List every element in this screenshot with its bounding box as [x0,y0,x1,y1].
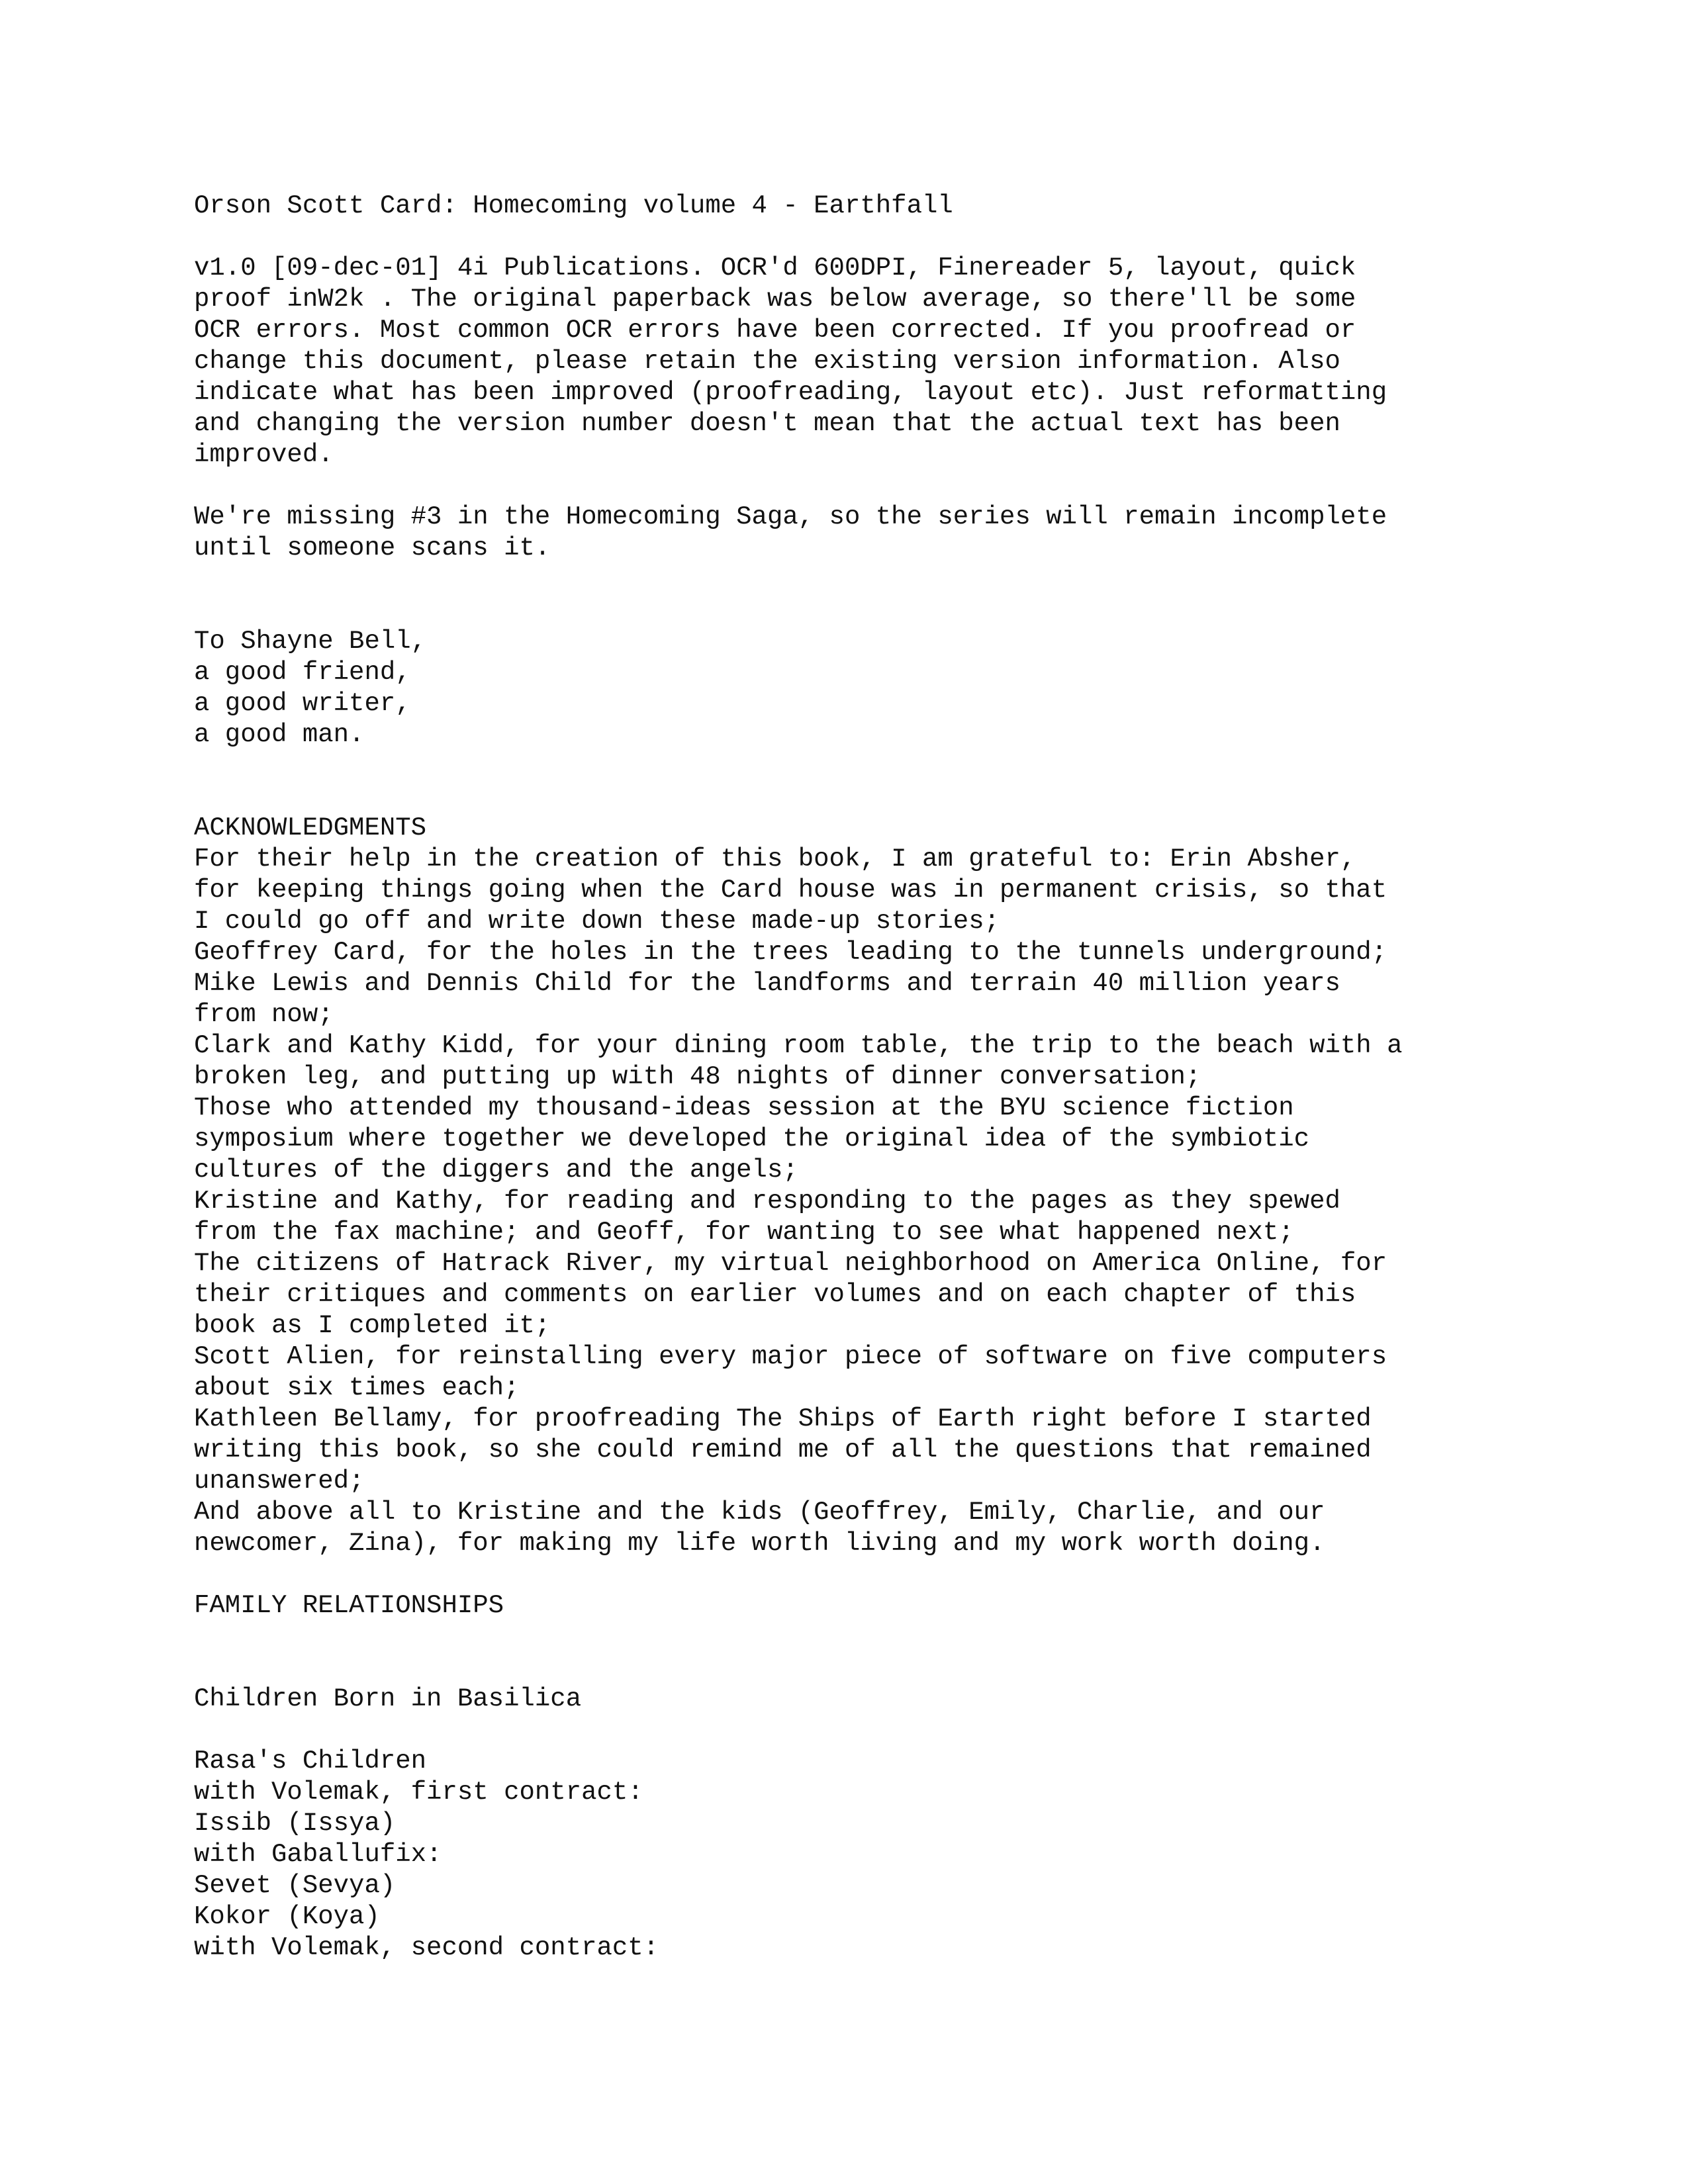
text-line: unanswered; [194,1467,365,1496]
dedication [194,626,1518,751]
text-line: I could go off and write down these made-up stories; [194,907,1000,936]
text-line: Clark and Kathy Kidd, for your dining room table, the trip to the beach with a [194,1031,1403,1060]
text-line: cultures of the diggers and the angels; [194,1156,798,1185]
text-line: with Volemak, second contract: [194,1933,659,1962]
spacer [194,1715,1518,1746]
document-page [194,191,1518,1964]
acknowledgments-section [194,813,1518,1559]
spacer [194,751,1518,782]
text-line: writing this book, so she could remind me of all the questions that remained [194,1435,1372,1465]
spacer [194,1559,1518,1590]
text-line: about six times each; [194,1373,520,1402]
spacer [194,1653,1518,1684]
text-line: with Volemak, first contract: [194,1778,643,1807]
text-line: indicate what has been improved (proofreading, layout etc). Just reformatting [194,378,1387,407]
text-line: For their help in the creation of this book, I am grateful to: Erin Absher, [194,844,1356,874]
text-line: broken leg, and putting up with 48 nights of dinner conversation; [194,1062,1201,1091]
spacer [194,1621,1518,1653]
spacer [194,782,1518,813]
spacer [194,471,1518,502]
text-line: their critiques and comments on earlier volumes and on each chapter of this [194,1280,1356,1309]
text-line: for keeping things going when the Card house was in permanent crisis, so that [194,876,1387,905]
text-line: a good man. [194,720,365,749]
text-line: until someone scans it. [194,533,551,563]
text-line: We're missing #3 in the Homecoming Saga, so the series will remain incomplete [194,502,1387,531]
spacer [194,564,1518,595]
text-line: newcomer, Zina), for making my life worth living and my work worth doing. [194,1529,1325,1558]
spacer [194,222,1518,253]
text-line: proof inW2k . The original paperback was below average, so there'll be some [194,285,1356,314]
missing-note [194,502,1518,564]
text-line: OCR errors. Most common OCR errors have been corrected. If you proofread or [194,316,1356,345]
family-subheading: Children Born in Basilica [194,1684,582,1713]
family-section [194,1590,1518,1964]
document-title: Orson Scott Card: Homecoming volume 4 - Earthfall [194,191,953,220]
text-line: The citizens of Hatrack River, my virtual neighborhood on America Online, for [194,1249,1387,1278]
acknowledgments-heading: ACKNOWLEDGMENTS [194,813,427,842]
text-line: symposium where together we developed the original idea of the symbiotic [194,1124,1310,1154]
text-line: Issib (Issya) [194,1809,396,1838]
text-line: Kokor (Koya) [194,1902,380,1931]
text-line: a good writer, [194,689,411,718]
text-line: Kristine and Kathy, for reading and responding to the pages as they spewed [194,1187,1340,1216]
text-line: Scott Alien, for reinstalling every major piece of software on five computers [194,1342,1387,1371]
text-line: Sevet (Sevya) [194,1871,396,1900]
text-line: And above all to Kristine and the kids (Geoffrey, Emily, Charlie, and our [194,1498,1325,1527]
text-line: Geoffrey Card, for the holes in the trees leading to the tunnels underground; [194,938,1387,967]
text-line: improved. [194,440,334,469]
text-line: from the fax machine; and Geoff, for wanting to see what happened next; [194,1218,1294,1247]
text-line: book as I completed it; [194,1311,551,1340]
family-group-title: Rasa's Children [194,1747,427,1776]
text-line: a good friend, [194,658,411,687]
text-line: v1.0 [09-dec-01] 4i Publications. OCR'd 600DPI, Finereader 5, layout, quick [194,253,1356,283]
text-line: Kathleen Bellamy, for proofreading The Ships of Earth right before I started [194,1404,1372,1433]
text-line: and changing the version number doesn't mean that the actual text has been [194,409,1340,438]
text-line: with Gaballufix: [194,1840,442,1869]
spacer [194,595,1518,626]
version-notes [194,253,1518,471]
text-line: Those who attended my thousand-ideas session at the BYU science fiction [194,1093,1294,1122]
text-line: from now; [194,1000,334,1029]
text-line: Mike Lewis and Dennis Child for the landforms and terrain 40 million years [194,969,1340,998]
text-line: To Shayne Bell, [194,627,427,656]
family-heading: FAMILY RELATIONSHIPS [194,1591,504,1620]
text-line: change this document, please retain the existing version information. Also [194,347,1340,376]
